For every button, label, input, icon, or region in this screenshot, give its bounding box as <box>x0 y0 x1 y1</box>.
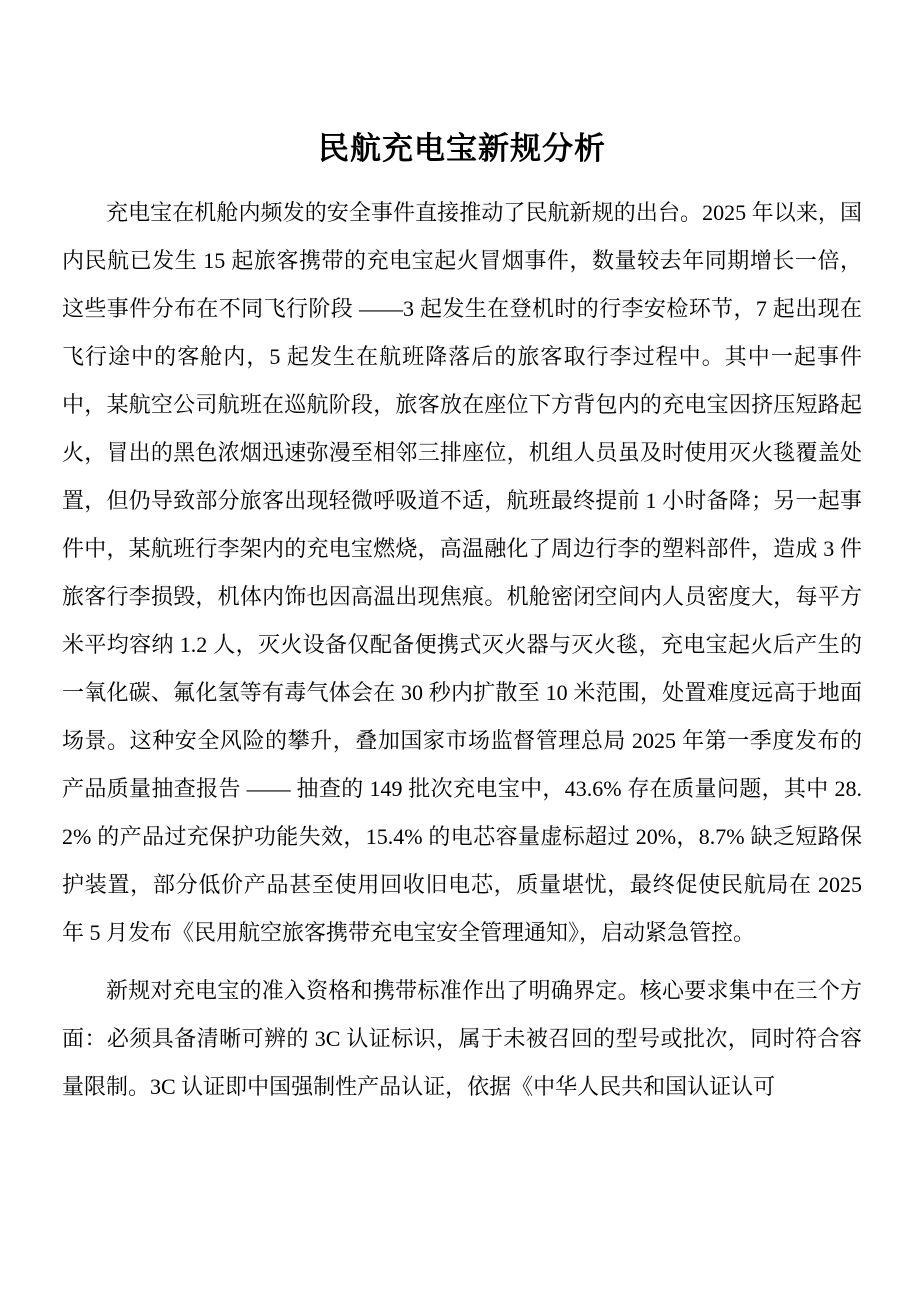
document-title: 民航充电宝新规分析 <box>318 131 606 166</box>
paragraph-incidents: 充电宝在机舱内频发的安全事件直接推动了民航新规的出台。2025 年以来，国内民航已发生 15 起旅客携带的充电宝起火冒烟事件，数量较去年同期增长一倍，这些事件分布在不同飞行阶段 ——3 起发生在登机时的行李安检环节，7 起出现在飞行途中的客舱内，5 起发生在航班降落后的旅客取行李过程中。其中一起事件中，某航空公司航班在巡航阶段，旅客放在座位下方背包内的充电宝因挤压短路起火，冒出的黑色浓烟迅速弥漫至相邻三排座位，机组人员虽及时使用灭火毯覆盖处置，但仍导致部分旅客出现轻微呼吸道不适，航班最终提前 1 小时备降；另一起事件中，某航班行李架内的充电宝燃烧，高温融化了周边行李的塑料部件，造成 3 件旅客行李损毁，机体内饰也因高温出现焦痕。机舱密闭空间内人员密度大，每平方米平均容纳 1.2 人，灭火设备仅配备便携式灭火器与灭火毯，充电宝起火后产生的一氧化碳、氟化氢等有毒气体会在 30 秒内扩散至 10 米范围，处置难度远高于地面场景。这种安全风险的攀升，叠加国家市场监督管理总局 2025 年第一季度发布的产品质量抽查报告 —— 抽查的 149 批次充电宝中，43.6% 存在质量问题，其中 28.2% 的产品过充保护功能失效，15.4% 的电芯容量虚标超过 20%，8.7% 缺乏短路保护装置，部分低价产品甚至使用回收旧电芯，质量堪忧，最终促使民航局在 2025 年 5 月发布《民用航空旅客携带充电宝安全管理通知》，启动紧急管控。 <box>62 200 862 945</box>
paragraph-new-rules: 新规对充电宝的准入资格和携带标准作出了明确界定。核心要求集中在三个方面：必须具备清晰可辨的 3C 认证标识，属于未被召回的型号或批次，同时符合容量限制。3C 认证即中国强制性产品认证，依据《中华人民共和国认证认可 <box>62 978 862 1099</box>
